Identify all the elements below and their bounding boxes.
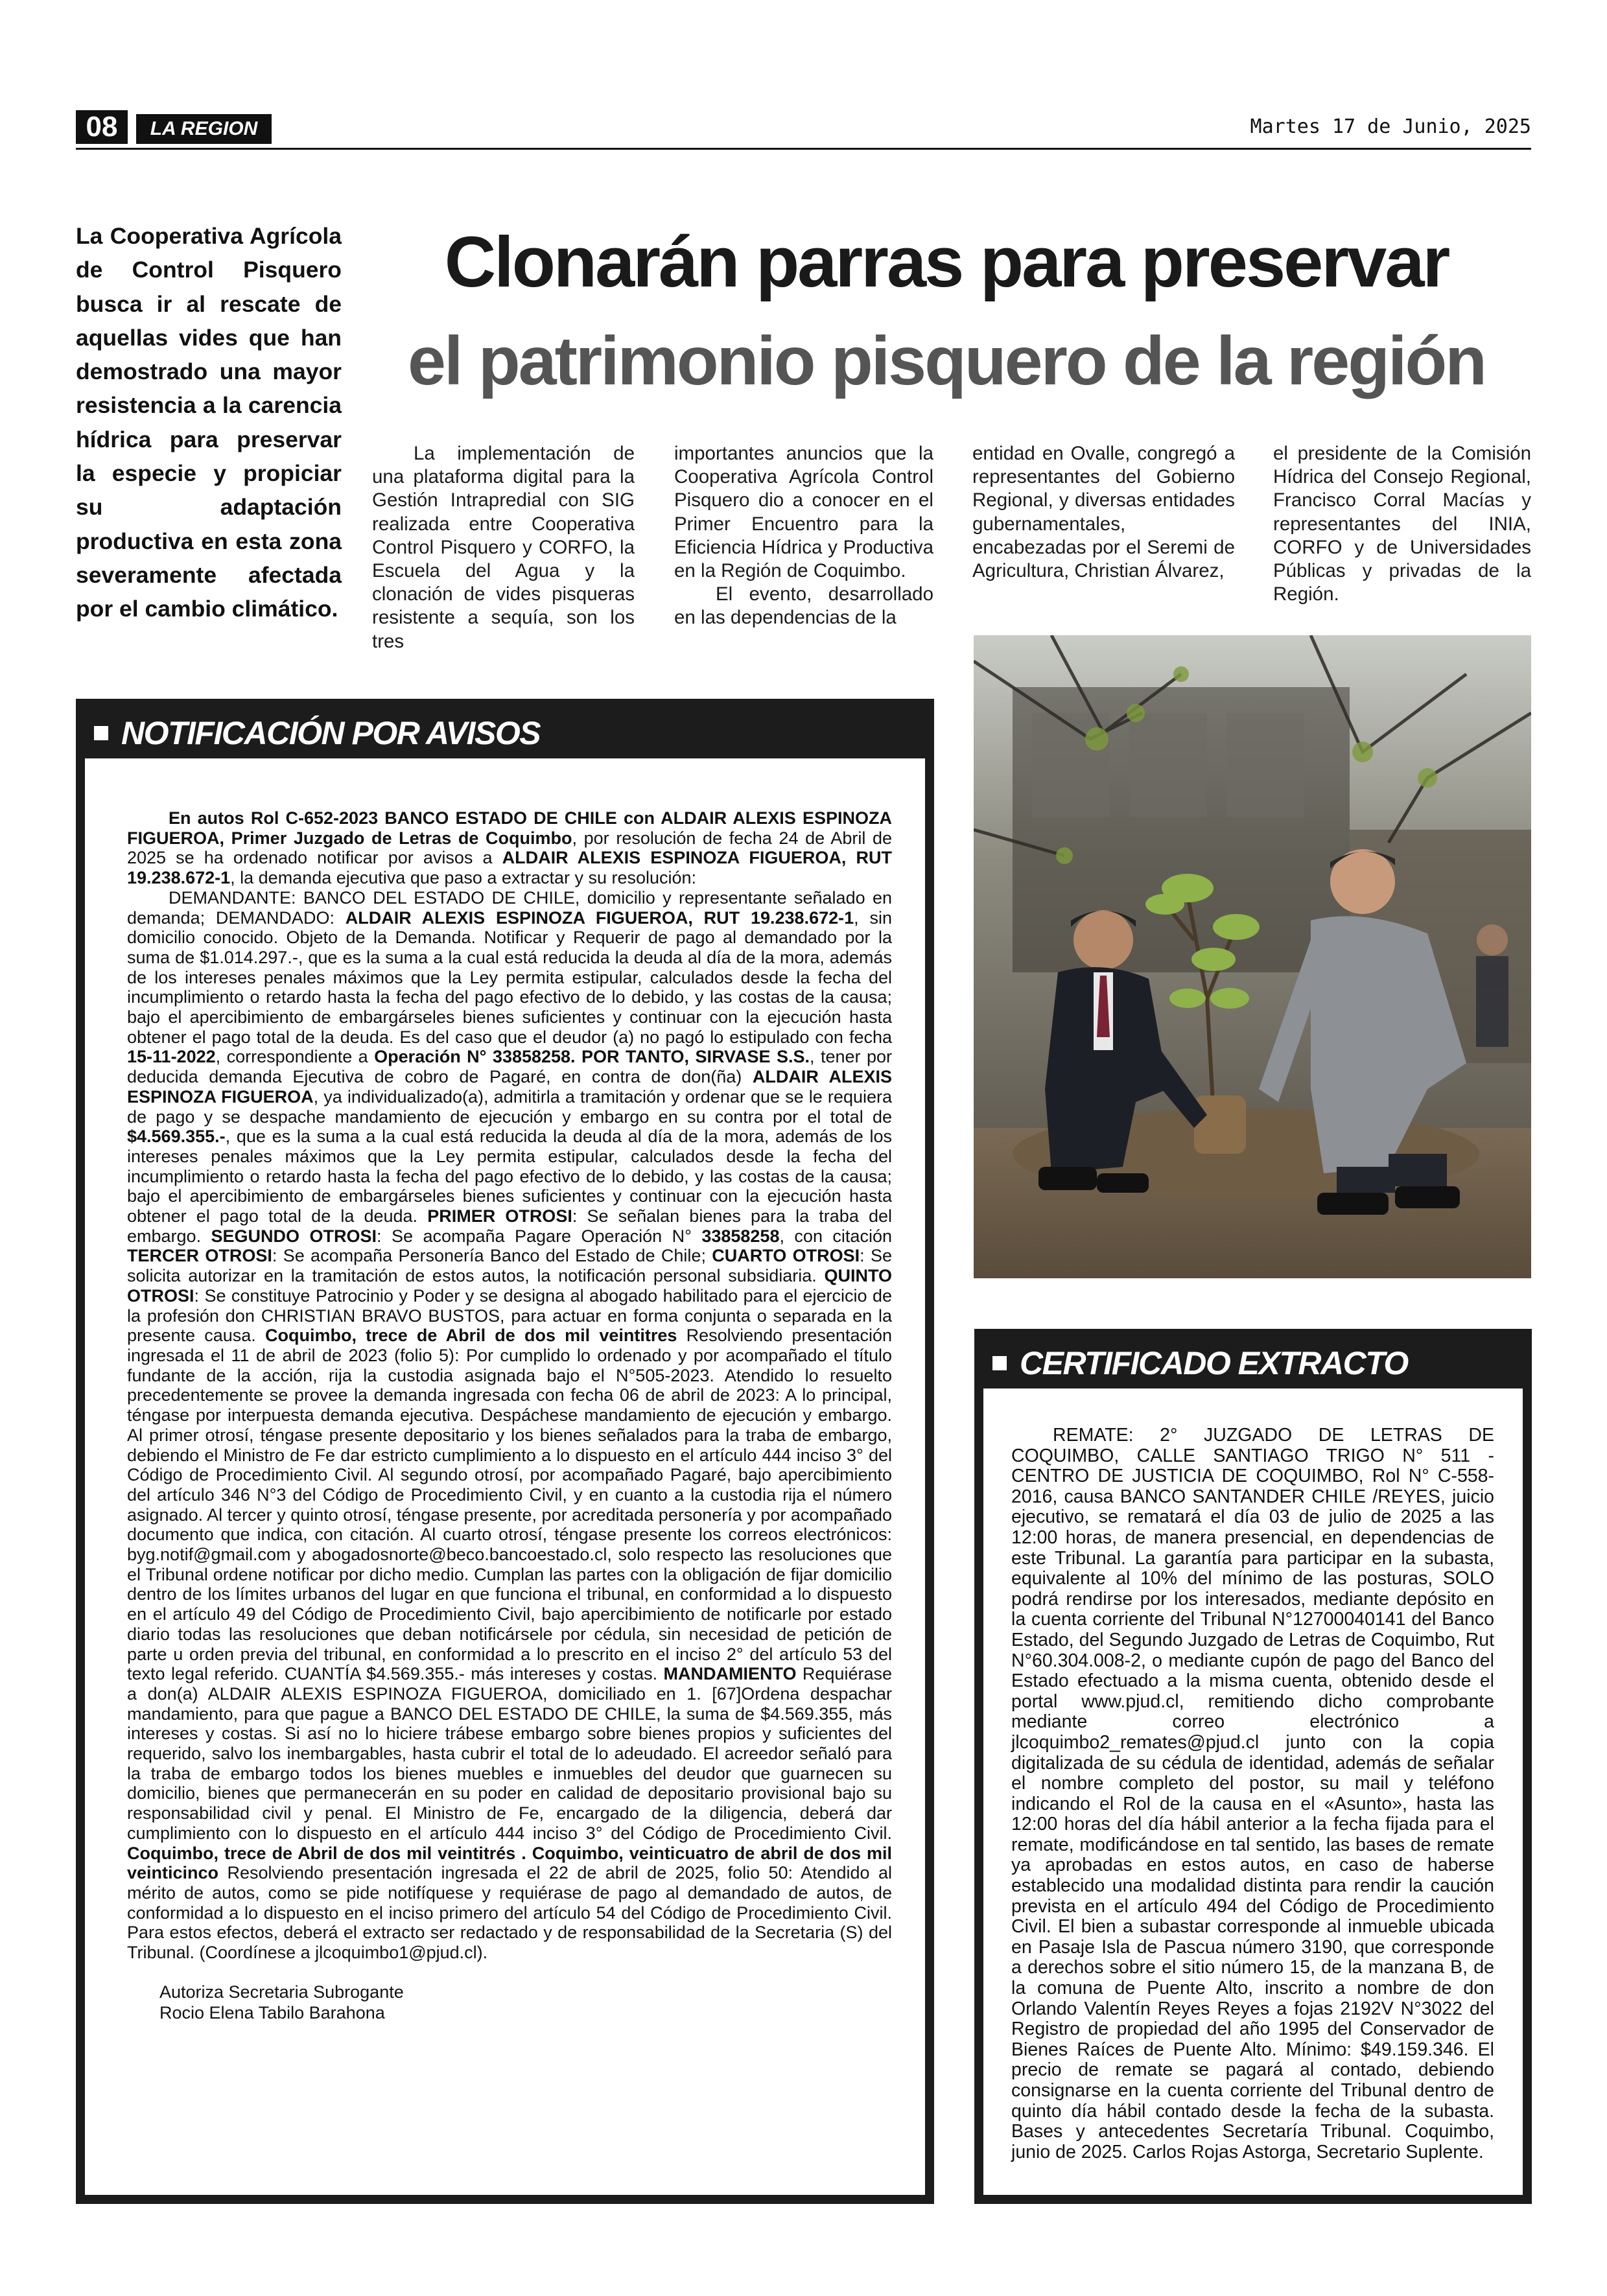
notice-text: , que es la suma a la cual está reducida la deuda al día de la mora, además de los intereses penales máximos que la Ley permita estipular, calculados desde la fecha del incumplimiento o retardo hasta la fecha del pago efectivo de lo debido, y las costas de la causa; bajo el apercibimiento de embargárseles bienes suficientes y continuar con la ejecución hasta obtener el pago total de la deuda.: [127, 1127, 892, 1226]
notice-text-bold: ALDAIR ALEXIS ESPINOZA FIGUEROA, RUT 19.238.672-1: [345, 908, 854, 928]
notice-text: DEMANDANTE: BANCO DEL ESTADO DE CHILE, domicilio y representante señalado en demanda; DEMANDADO:: [127, 887, 892, 928]
photo-illustration: [974, 635, 1531, 1278]
legal-notice-box: [76, 699, 934, 2204]
article-column-1: La implementación de una plataforma digital para la Gestión Intrapredial con SIG realizada entre Cooperativa Control Pisquero y CORFO, la Escuela del Agua y la clonación de vides pisqueras resistente a sequía, son los tres: [372, 443, 635, 652]
header-rule: [76, 148, 1531, 150]
notice-text: , sin domicilio conocido. Objeto de la Demanda. Notificar y Requerir de pago al demandado por la suma de $1.014.297.-, que es la suma a la cual está reducida la deuda al día de la mora, además de los intereses penales máximos que la Ley permita estipular, calculados desde la fecha del incumplimiento o retardo hasta la fecha del pago efectivo de lo debido, y las costas de la causa; bajo el apercibimiento de embargárseles bienes suficientes y continuar con la ejecución hasta obtener el pago total de la deuda. Es del caso que el deudor (a) no pagó lo estipulado con fecha: [127, 908, 892, 1047]
notice-text-bold: 15-11-2022: [127, 1047, 216, 1067]
notice-text: Resolviendo presentación ingresada el 22 de abril de 2025, folio 50: Atendido al mérito de autos, como se pide notifíquese y requiérase de pago al demandado de autos, de conformidad a lo dispuesto en el inciso primero del artículo 54 del Código de Procedimiento Civil. Para estos efectos, deberá el extracto ser redactado y de responsabilidad de la Secretaria (S) del Tribunal. (Coordínese a jlcoquimbo1@pjud.cl).: [127, 1863, 892, 1963]
notice-signature: [159, 1982, 743, 2023]
notice-text: : Se solicita autorizar en la tramitación de estos autos, la notificación personal subsidiaria.: [127, 1246, 892, 1286]
page-number: 08: [76, 110, 128, 144]
notice-text-bold: PRIMER OTROSI: [427, 1206, 572, 1226]
signature-line-2: Rocio Elena Tabilo Barahona: [159, 2003, 385, 2022]
headline-line-2: el patrimonio pisquero de la región: [408, 323, 1485, 399]
notice-text-bold: ALDAIR ALEXIS ESPINOZA FIGUEROA: [127, 1067, 892, 1107]
newspaper-logo: LA REGION: [136, 114, 272, 144]
notice-text-bold: En autos Rol C-652-2023 BANCO ESTADO DE CHILE con ALDAIR ALEXIS ESPINOZA FIGUEROA, Primer Juzgado de Letras de Coquimbo: [127, 808, 892, 848]
legal-notice-title-bar: [85, 708, 925, 758]
notice-text-bold: CUARTO OTROSI: [712, 1246, 860, 1266]
publication-date: Martes 17 de Junio, 2025: [1250, 115, 1531, 138]
square-bullet-icon: [94, 726, 108, 740]
notice-text: Resolviendo presentación ingresada el 11 de abril de 2023 (folio 5): Por cumplido lo ordenado y por acompañado el título fundante de la acción, rija la custodia asignada bajo el N°505-2023. Atendido lo resuelto precedentemente se provee la demanda ingresada con fecha 06 de abril de 2023: A lo principal, téngase por interpuesta demanda ejecutiva. Despáchese mandamiento de ejecución y embargo. Al primer otrosí, téngase presente depositario y los bienes señalados para la traba de embargo, debiendo el Ministro de Fe dar estricto cumplimiento a lo dispuesto en el artículo 444 inciso 3° del Código de Procedimiento Civil. Al segundo otrosí, por acompañado Pagaré, bajo apercibimiento del artículo 346 N°3 del Código de Procedimiento Civil, y en cuanto a la custodia rija el número asignado. Al tercer y quinto otrosí, téngase presente, por acreditada personería y por acompañado documento que indica, con citación. Al cuarto otrosí, téngase presente los correos electrónicos: byg.notif@gmail.com y abogadosnorte@beco.bancoestado.cl, solo respecto las resoluciones que el Tribunal ordene notificar por dicho medio. Cumplan las partes con la obligación de fijar domicilio dentro de los límites urbanos del lugar en que funciona el tribunal, en conformidad a lo dispuesto en el artículo 49 del Código de Procedimiento Civil, bajo apercibimiento de notificarle por estado diario todas las resoluciones que deban notificársele por cédula, sin necesidad de petición de parte u orden previa del tribunal, en conformidad a lo prescrito en el inciso 2° del artículo 53 del texto legal referido. CUANTÍA $4.569.355.- más intereses y costas.: [127, 1326, 892, 1684]
article-column-3: entidad en Ovalle, congregó a representantes del Gobierno Regional, y diversas entidades gubernamentales, encabezadas por el Seremi de Agricultura, Christian Álvarez,: [972, 443, 1235, 582]
article-column-4: el presidente de la Comisión Hídrica del Consejo Regional, Francisco Corral Macías y representantes del INIA, CORFO y de Universidades Públicas y privadas de la Región.: [1273, 443, 1531, 605]
notice-text: : Se acompaña Pagare Operación N°: [377, 1226, 702, 1246]
notice-text-bold: MANDAMIENTO: [663, 1664, 797, 1684]
certificate-extract-title-bar: [983, 1338, 1523, 1388]
notice-text-bold: 33858258: [701, 1226, 780, 1246]
article-column-2: [674, 442, 933, 630]
notice-text-bold: Coquimbo, trece de Abril de dos mil veintitrés . Coquimbo, veinticuatro de abril de dos mil veinticinco: [127, 1843, 892, 1883]
square-bullet-icon: [992, 1356, 1007, 1370]
notice-text: , con citación: [779, 1226, 892, 1246]
notice-text: : Se señalan bienes para la traba del embargo.: [127, 1206, 892, 1246]
certificate-extract-title: CERTIFICADO EXTRACTO: [1020, 1345, 1408, 1381]
notice-text-bold: ALDAIR ALEXIS ESPINOZA FIGUEROA, RUT 19.238.672-1: [127, 848, 892, 888]
notice-text: , tener por deducida demanda Ejecutiva de cobro de Pagaré, en contra de don(ña): [127, 1047, 892, 1087]
legal-notice-body: [127, 808, 892, 1963]
article-lead: La Cooperativa Agrícola de Control Pisquero busca ir al rescate de aquellas vides que han demostrado una mayor resistencia a la carencia hídrica para preservar la especie y propiciar su adaptación productiva en esta zona severamente afectada por el cambio climático.: [76, 223, 342, 622]
notice-text-bold: TERCER OTROSI: [127, 1246, 272, 1266]
notice-paragraph-2: [127, 888, 892, 1963]
certificate-extract-body: REMATE: 2° JUZGADO DE LETRAS DE COQUIMBO, CALLE SANTIAGO TRIGO N° 511 - CENTRO DE JUSTICIA DE COQUIMBO, Rol N° C-558-2016, causa BANCO SANTANDER CHILE /REYES, juicio ejecutivo, se rematará el día 03 de julio de 2025 a las 12:00 horas, de manera presencial, en dependencias de este Tribunal. La garantía para participar en la subasta, equivalente al 10% del mínimo de las posturas, SOLO podrá rendirse por los interesados, mediante depósito en la cuenta corriente del Tribunal N°12700040141 del Banco Estado, del Segundo Juzgado de Letras de Coquimbo, Rut N°60.304.008-2, o mediante cupón de pago del Banco del Estado efectuado a la misma cuenta, obtenido desde el portal www.pjud.cl, remitiendo dicho comprobante mediante correo electrónico a jlcoquimbo2_remates@pjud.cl junto con la copia digitalizada de su cédula de identidad, además de señalar el nombre completo del postor, su mail y teléfono indicando el Rol de la causa en el «Asunto», hasta las 12:00 horas del día hábil anterior a la fecha fijada para el remate, modificándose en tal sentido, las bases de remate ya aprobadas en estos autos, en caso de haberse establecido una modalidad distinta para rendir la caución prevista en el artículo 494 del Código de Procedimiento Civil. El bien a subastar corresponde al inmueble ubicada en Pasaje Isla de Pascua número 3190, que corresponde a derechos sobre el sitio número 15, de la manzana B, de la comuna de Puente Alto, inscrito a nombre de don Orlando Valentín Reyes Reyes a fojas 2192V N°3022 del Registro de propiedad del año 1995 del Conservador de Bienes Raíces de Puente Alto. Mínimo: $49.159.346. El precio de remate se pagará al contado, debiendo consignarse en la cuenta corriente del Tribunal dentro de quinto día hábil contado desde la fecha de la subasta. Bases y antecedentes Secretaría Tribunal. Coquimbo, junio de 2025. Carlos Rojas Astorga, Secretario Suplente.: [1011, 1425, 1494, 2162]
notice-paragraph-1: [127, 808, 892, 888]
notice-text: , ya individualizado(a), admitirla a tramitación y ordenar que se le requiera de pago y se despache mandamiento de ejecución y embargo en su contra por el total de: [127, 1086, 892, 1127]
article-photo: [974, 635, 1531, 1278]
article-column-2-para-1: importantes anuncios que la Cooperativa Agrícola Control Pisquero dio a conocer en el Primer Encuentro para la Eficiencia Hídrica y Productiva en la Región de Coquimbo.: [674, 443, 933, 582]
notice-text: : Se acompaña Personería Banco del Estado de Chile;: [272, 1246, 712, 1266]
notice-text: , la demanda ejecutiva que paso a extractar y su resolución:: [230, 868, 697, 888]
notice-text: , correspondiente a: [215, 1047, 375, 1067]
notice-text-bold: QUINTO OTROSI: [127, 1266, 892, 1306]
notice-text: , por resolución de fecha 24 de Abril de 2025 se ha ordenado notificar por avisos a: [127, 828, 893, 868]
signature-line-1: Autoriza Secretaria Subrogante: [159, 1982, 404, 2002]
certificate-extract-box: [974, 1329, 1532, 2204]
headline-line-1: Clonarán parras para preservar: [444, 222, 1449, 302]
notice-text-bold: Coquimbo, trece de Abril de dos mil veintitres: [265, 1326, 677, 1346]
notice-text-bold: SEGUNDO OTROSI: [211, 1226, 377, 1246]
notice-text-bold: $4.569.355.-: [127, 1127, 226, 1147]
notice-text: Requiérase a don(a) ALDAIR ALEXIS ESPINOZA FIGUEROA, domiciliado en 1. [67]Ordena despachar mandamiento, para que pague a BANCO DEL ESTADO DE CHILE, la suma de $4.569.355, más intereses y costas. Si así no lo hiciere trábese embargo sobre bienes propios y suficientes del requerido, salvo los inembargables, hasta cubrir el total de lo adeudado. El acreedor señaló para la traba de embargo todos los bienes muebles e inmuebles del deudor que guarnecen su domicilio, bienes que permanecerán en su poder en calidad de depositario provisional bajo su responsabilidad civil y penal. El Ministro de Fe, encargado de la diligencia, deberá dar cumplimiento con lo dispuesto en el artículo 444 inciso 3° del Código de Procedimiento Civil.: [127, 1664, 892, 1843]
notice-text: : Se constituye Patrocinio y Poder y se designa al abogado habilitado para el ejercicio de la profesión don CHRISTIAN BRAVO BUSTOS, para actuar en forma conjunta o separada en la presente causa.: [127, 1285, 892, 1346]
notice-text-bold: Operación N° 33858258. POR TANTO, SIRVASE S.S.: [374, 1047, 810, 1067]
legal-notice-title: NOTIFICACIÓN POR AVISOS: [121, 715, 541, 751]
article-column-2-para-2: El evento, desarrollado en las dependencias de la: [674, 583, 933, 629]
